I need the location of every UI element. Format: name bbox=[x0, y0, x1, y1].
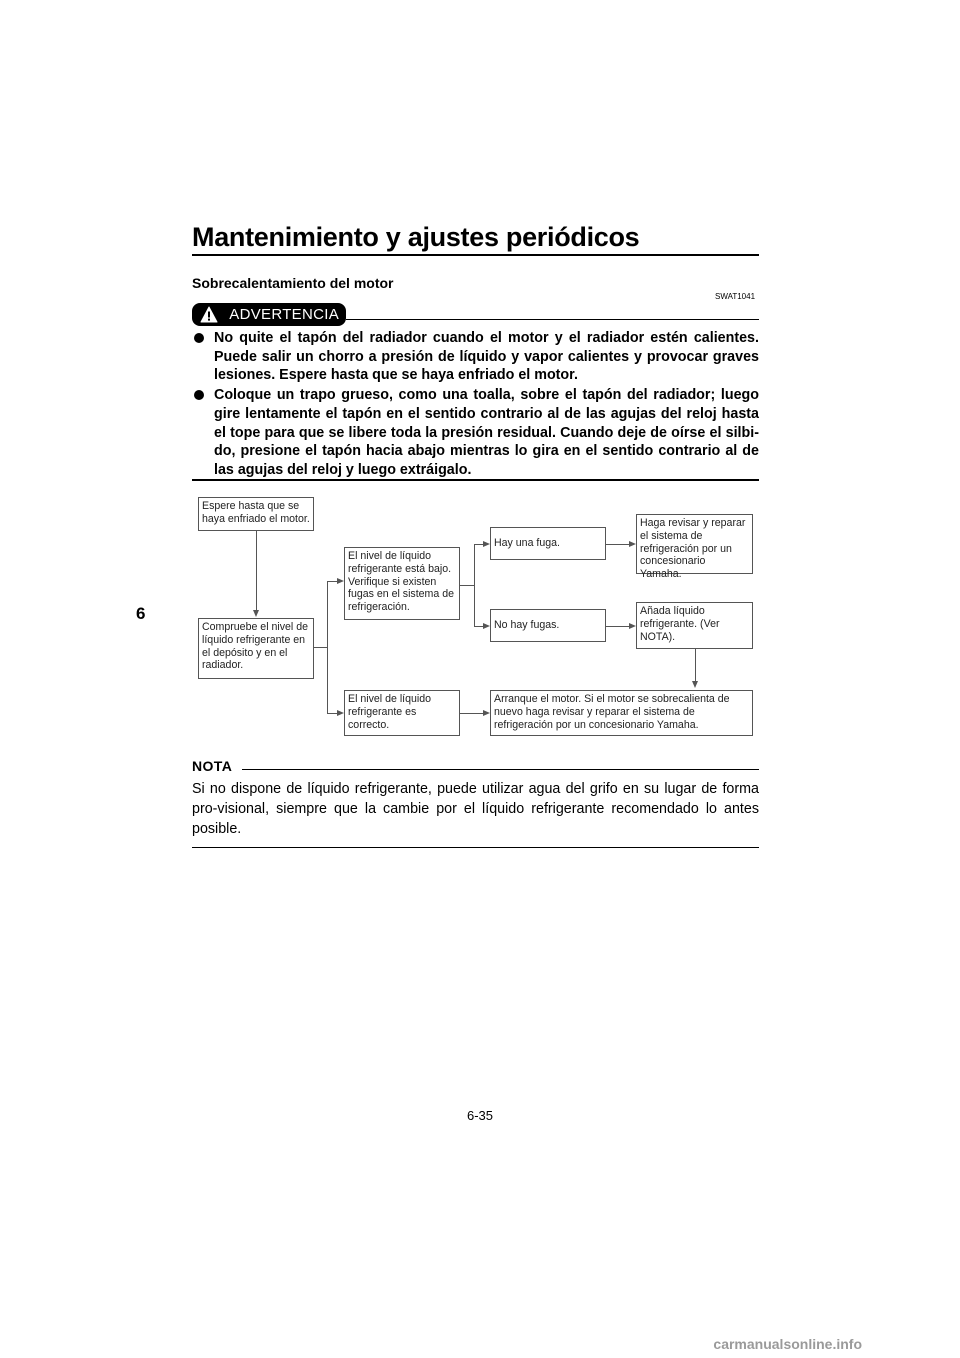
flow-box-check: Compruebe el nivel de líquido refrigerante en el depósito y en el radiador. bbox=[198, 618, 314, 679]
flow-connector bbox=[460, 585, 474, 586]
flow-box-no-leak: No hay fugas. bbox=[490, 609, 606, 642]
page-number: 6-35 bbox=[466, 1108, 494, 1123]
arrow-down-icon bbox=[253, 610, 259, 617]
arrow-right-icon bbox=[483, 623, 490, 629]
flow-connector bbox=[256, 531, 257, 610]
section-code: SWAT1041 bbox=[715, 292, 756, 301]
flow-box-leak: Hay una fuga. bbox=[490, 527, 606, 560]
page-title: Mantenimiento y ajustes periódicos bbox=[192, 222, 640, 252]
bullet-icon bbox=[194, 390, 204, 400]
note-text: Si no dispone de líquido refrigerante, puede utilizar agua del grifo en su lugar de forma pro-visional, siempre que la cambie por el líquido refrigerante recomendado lo antes posible. bbox=[192, 781, 759, 837]
warning-item-text: No quite el tapón del radiador cuando el motor y el radiador estén calientes. Puede salir un chorro a presión de líquido y vapor calientes y provocar graves lesiones. Espere hasta que se haya enfriado el motor. bbox=[214, 330, 759, 384]
warning-bottom-rule bbox=[192, 479, 759, 481]
arrow-right-icon bbox=[337, 710, 344, 716]
flow-connector bbox=[474, 544, 475, 626]
flow-connector bbox=[606, 544, 630, 545]
note-rule bbox=[242, 769, 759, 770]
title-rule bbox=[192, 254, 759, 256]
arrow-right-icon bbox=[337, 578, 344, 584]
flow-box-repair: Haga revisar y reparar el sistema de refrigeración por un concesionario Yamaha. bbox=[636, 514, 753, 574]
flow-connector bbox=[327, 581, 328, 713]
arrow-down-icon bbox=[692, 681, 698, 688]
warning-rule bbox=[346, 319, 759, 320]
chapter-number: 6 bbox=[136, 604, 146, 623]
arrow-right-icon bbox=[629, 541, 636, 547]
flow-box-restart: Arranque el motor. Si el motor se sobrecalienta de nuevo haga revisar y reparar el sistema de refrigeración por un concesionario Yamaha. bbox=[490, 690, 753, 736]
section-heading: Sobrecalentamiento del motor bbox=[192, 275, 394, 291]
flow-connector bbox=[314, 647, 327, 648]
warning-item bbox=[194, 329, 759, 385]
flow-box-low-level: El nivel de líquido refrigerante está bajo. Verifique si existen fugas en el sistema de refrigeración. bbox=[344, 547, 460, 620]
warning-icon bbox=[200, 306, 218, 323]
flow-box-add-coolant: Añada líquido refrigerante. (Ver NOTA). bbox=[636, 602, 753, 649]
flow-connector bbox=[460, 713, 484, 714]
warning-list bbox=[194, 329, 759, 481]
warning-label: ADVERTENCIA bbox=[229, 306, 339, 323]
note-label: NOTA bbox=[192, 758, 233, 774]
bullet-icon bbox=[194, 333, 204, 343]
warning-badge bbox=[192, 303, 346, 326]
flow-box-start: Espere hasta que se haya enfriado el motor. bbox=[198, 497, 314, 531]
flow-box-correct-level: El nivel de líquido refrigerante es correcto. bbox=[344, 690, 460, 736]
flow-connector bbox=[695, 649, 696, 681]
arrow-right-icon bbox=[483, 710, 490, 716]
warning-item-text: Coloque un trapo grueso, como una toalla, sobre el tapón del radiador; luego gire lentamente el tapón en el sentido contrario al de las agujas del reloj hasta el tope para que se libere toda la presión residual. Cuando deje de oírse el silbi-do, presione el tapón hacia abajo mientras lo gira en el sentido contrario al de las agujas del reloj y luego extráigalo. bbox=[214, 387, 759, 478]
watermark: carmanualsonline.info bbox=[713, 1336, 862, 1352]
note-bottom-rule bbox=[192, 847, 759, 848]
warning-item bbox=[194, 386, 759, 480]
arrow-right-icon bbox=[629, 623, 636, 629]
arrow-right-icon bbox=[483, 541, 490, 547]
flow-connector bbox=[606, 626, 630, 627]
